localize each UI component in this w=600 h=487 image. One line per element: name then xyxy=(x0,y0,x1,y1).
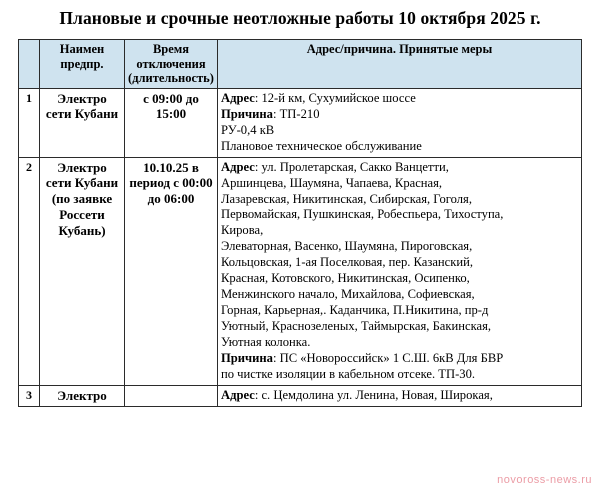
column-header-number xyxy=(19,40,40,89)
column-header-address: Адрес/причина. Принятые меры xyxy=(218,40,582,89)
row-number: 3 xyxy=(19,386,40,407)
row-address: Адрес: ул. Пролетарская, Сакко Ванцетти, Аршинцева, Шаумяна, Чапаева, Красная, Лазаревская, Никитинская, Сибирская, Гоголя, Первомайская, Пушкинская, Робеспьера, Тихоступа, Кирова, Элеваторная, Васенко, Шаумяна, Пироговская, Кольцовская, 1-ая Поселковая, пер. Казанский, Красная, Котовского, Никитинская, Осипенко, Менжинского начало, Михайлова, Софиевская, Горная, Карьерная,. Каданчика, П.Никитина, пр-д Уютный, Краснозеленых, Таймырская, Бакинская, Уютная колонка. Причина: ПС «Новороссийск» 1 С.Ш. 6кВ Для БВР по чистке изоляции в кабельном отсеке. ТП-30. xyxy=(218,157,582,386)
row-number: 1 xyxy=(19,88,40,157)
row-time: с 09:00 до 15:00 xyxy=(125,88,218,157)
column-header-organization: Наимен предпр. xyxy=(40,40,125,89)
row-time: 10.10.25 в период с 00:00 до 06:00 xyxy=(125,157,218,386)
row-number: 2 xyxy=(19,157,40,386)
row-organization: Электро сети Кубани (по заявке Россети Кубань) xyxy=(40,157,125,386)
row-organization: Электро xyxy=(40,386,125,407)
row-address: Адрес: с. Цемдолина ул. Ленина, Новая, Широкая, xyxy=(218,386,582,407)
table-header xyxy=(19,40,582,89)
row-organization: Электро сети Кубани xyxy=(40,88,125,157)
table-header-row xyxy=(19,40,582,89)
page-title: Плановые и срочные неотложные работы 10 октября 2025 г. xyxy=(59,8,541,28)
table-body xyxy=(19,88,582,407)
works-table xyxy=(18,39,582,407)
watermark: novoross-news.ru xyxy=(497,474,592,486)
table-row xyxy=(19,157,582,386)
table-row xyxy=(19,88,582,157)
table-row xyxy=(19,386,582,407)
column-header-time: Время отключения (длительность) xyxy=(125,40,218,89)
row-time xyxy=(125,386,218,407)
document-page xyxy=(0,7,600,487)
row-address: Адрес: 12-й км, Сухумийское шоссе Причина: ТП-210 РУ-0,4 кВ Плановое техническое обслуживание xyxy=(218,88,582,157)
